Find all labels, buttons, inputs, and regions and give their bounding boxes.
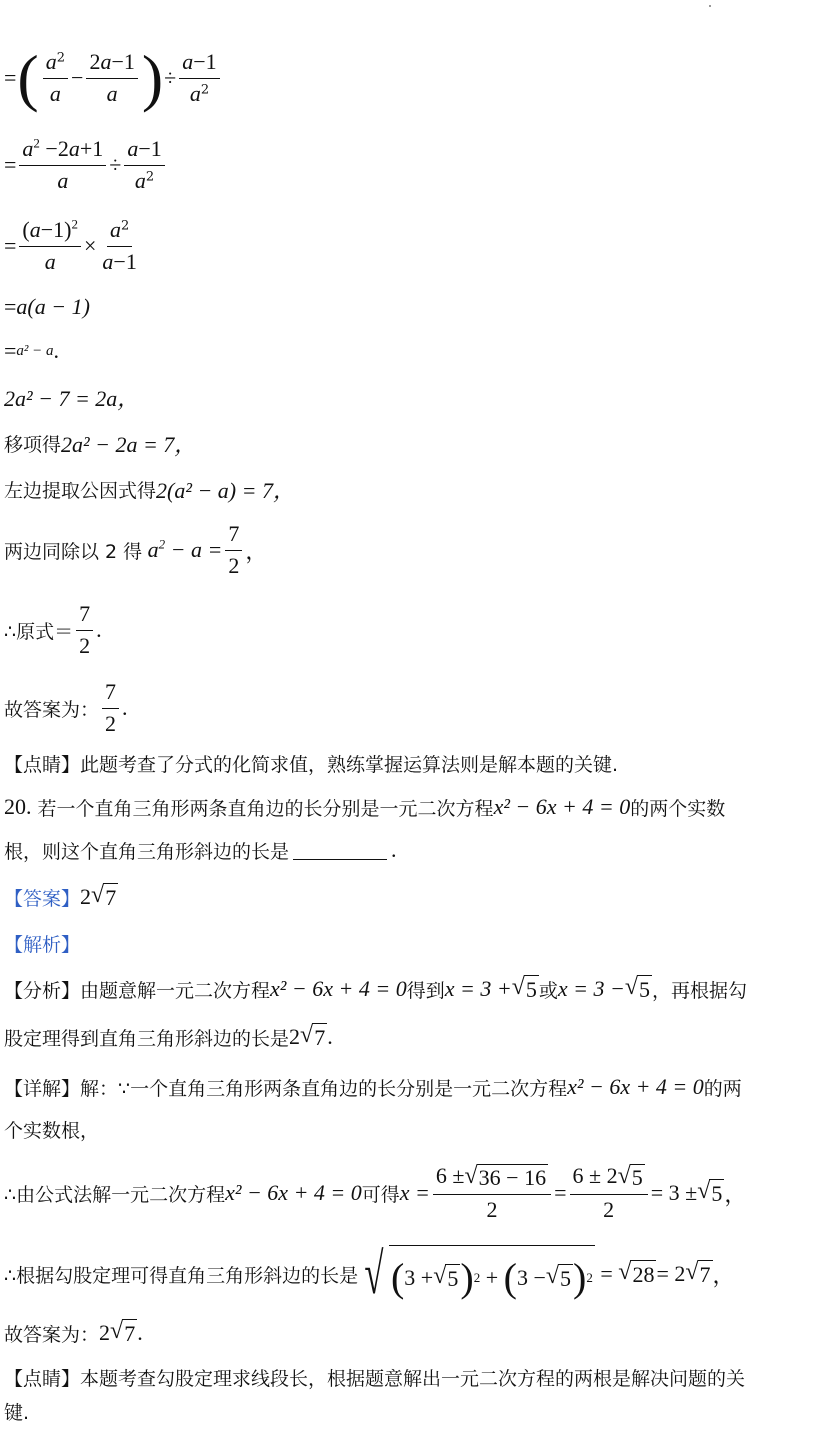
step-line-11: 故答案为： $\frac{7}{2}$ . xyxy=(4,679,128,736)
sqrt: √ 7 xyxy=(110,1318,136,1346)
fraction: $\frac{a^2 -2a+1}{a}$ xyxy=(19,137,106,192)
sqrt: √ 7 xyxy=(685,1259,711,1287)
scan-dot xyxy=(709,5,711,7)
step-line-5: = a² − a . xyxy=(4,338,60,363)
fenxi-line-2: 股定理得到直角三角形斜边的长是 2 √ 7 . xyxy=(4,1022,333,1050)
analysis-line: 【解析】 xyxy=(4,933,81,956)
question-20-line-1: 20. 若一个直角三角形两条直角边的长分别是一元二次方程 x² − 6x + 4 = 0 的两个实数 xyxy=(4,794,726,820)
question-20-line-2: 根，则这个直角三角形斜边的长是 . xyxy=(4,837,397,863)
step-line-8: 左边提取公因式得 2(a² − a) = 7， xyxy=(4,477,295,503)
step-line-3: = $\frac{(a-1)^2}{a}$ × $\frac{a^2}{a-1}$ xyxy=(4,210,825,282)
step-line-1: = ( $\frac{a^2}{a}$ − $\frac{2a-1}{a}$ ) ÷ $\frac{a-1}{a^2}$ xyxy=(4,40,825,116)
fraction-seven-halves: $\frac{7}{2}$ xyxy=(76,602,93,657)
big-sqrt: √ ( 3 + √ 5 ) 2 + ( 3 − √ 5 ) 2 xyxy=(364,1241,593,1306)
fraction: $\frac{a-1}{a^2}$ xyxy=(124,137,164,192)
step-line-7: 移项得 2a² − 2a = 7， xyxy=(4,431,197,457)
sqrt: √ 7 xyxy=(300,1022,326,1050)
xiangjie-line-3: ∴由公式法解一元二次方程 x² − 6x + 4 = 0 可得 x = 6 ± √ 36 − 16 2 = 6 ± 2 √ 5 2 = 3 ± √ 5 ， xyxy=(4,1163,747,1222)
answer-blank xyxy=(293,841,387,860)
final-answer-line: 故答案为： 2 √ 7 . xyxy=(4,1318,143,1346)
fraction: $\frac{a-1}{a^2}$ xyxy=(179,50,219,105)
xiangjie-line-1: 【详解】 解：∵一个直角三角形两条直角边的长分别是一元二次方程 x² − 6x + 4 = 0 的两 xyxy=(4,1074,742,1100)
note-20-line-2: 键. xyxy=(4,1401,30,1424)
step-line-10: ∴原式＝ $\frac{7}{2}$ . xyxy=(4,601,102,658)
note-20-line-1: 【点睛】 本题考查勾股定理求线段长，根据题意解出一元二次方程的两根是解决问题的关 xyxy=(4,1367,746,1390)
fraction: $\frac{(a-1)^2}{a}$ xyxy=(19,218,81,273)
answer-line: 【答案】 2 √ 7 xyxy=(4,882,117,910)
fenxi-line-1: 【分析】 由题意解一元二次方程 x² − 6x + 4 = 0 得到 x = 3 + √ 5 或 x = 3 − √ 5 ，再根据勾 xyxy=(4,974,748,1002)
fraction: $\frac{a^2}{a}$ xyxy=(43,50,68,105)
fraction-seven-halves: $\frac{7}{2}$ xyxy=(225,522,242,577)
sqrt: √ 5 xyxy=(511,974,537,1002)
fraction: 6 ± √ 36 − 16 2 xyxy=(433,1164,551,1221)
step-line-9: 两边同除以 2 得 $a^2 - a$ = $\frac{7}{2}$ ， xyxy=(4,521,268,578)
sqrt: √ 7 xyxy=(91,882,117,910)
xiangjie-line-2: 个实数根， xyxy=(4,1119,100,1142)
fraction: $\frac{a^2}{a-1}$ xyxy=(102,217,137,274)
sqrt: √ 28 xyxy=(618,1259,655,1287)
sqrt: √ 5 xyxy=(697,1178,723,1206)
fraction: $\frac{2a-1}{a}$ xyxy=(86,50,137,105)
fraction-seven-halves: $\frac{7}{2}$ xyxy=(102,680,119,735)
step-line-4: = a(a − 1) xyxy=(4,294,90,319)
sqrt: √ 5 xyxy=(624,974,651,1002)
fraction: 6 ± 2 √ 5 2 xyxy=(570,1164,648,1221)
note-19: 【点睛】 此题考查了分式的化简求值，熟练掌握运算法则是解本题的关键. xyxy=(4,753,619,776)
step-line-6: 2a² − 7 = 2a， xyxy=(4,385,140,411)
step-line-2: = $\frac{a^2 -2a+1}{a}$ ÷ $\frac{a-1}{a^2}$ xyxy=(4,130,825,200)
xiangjie-line-4: ∴根据勾股定理可得直角三角形斜边的长是 √ ( 3 + √ 5 ) 2 + ( 3 − √ 5 ) 2 = √ 28 = 2 √ 7 ， xyxy=(4,1241,735,1306)
